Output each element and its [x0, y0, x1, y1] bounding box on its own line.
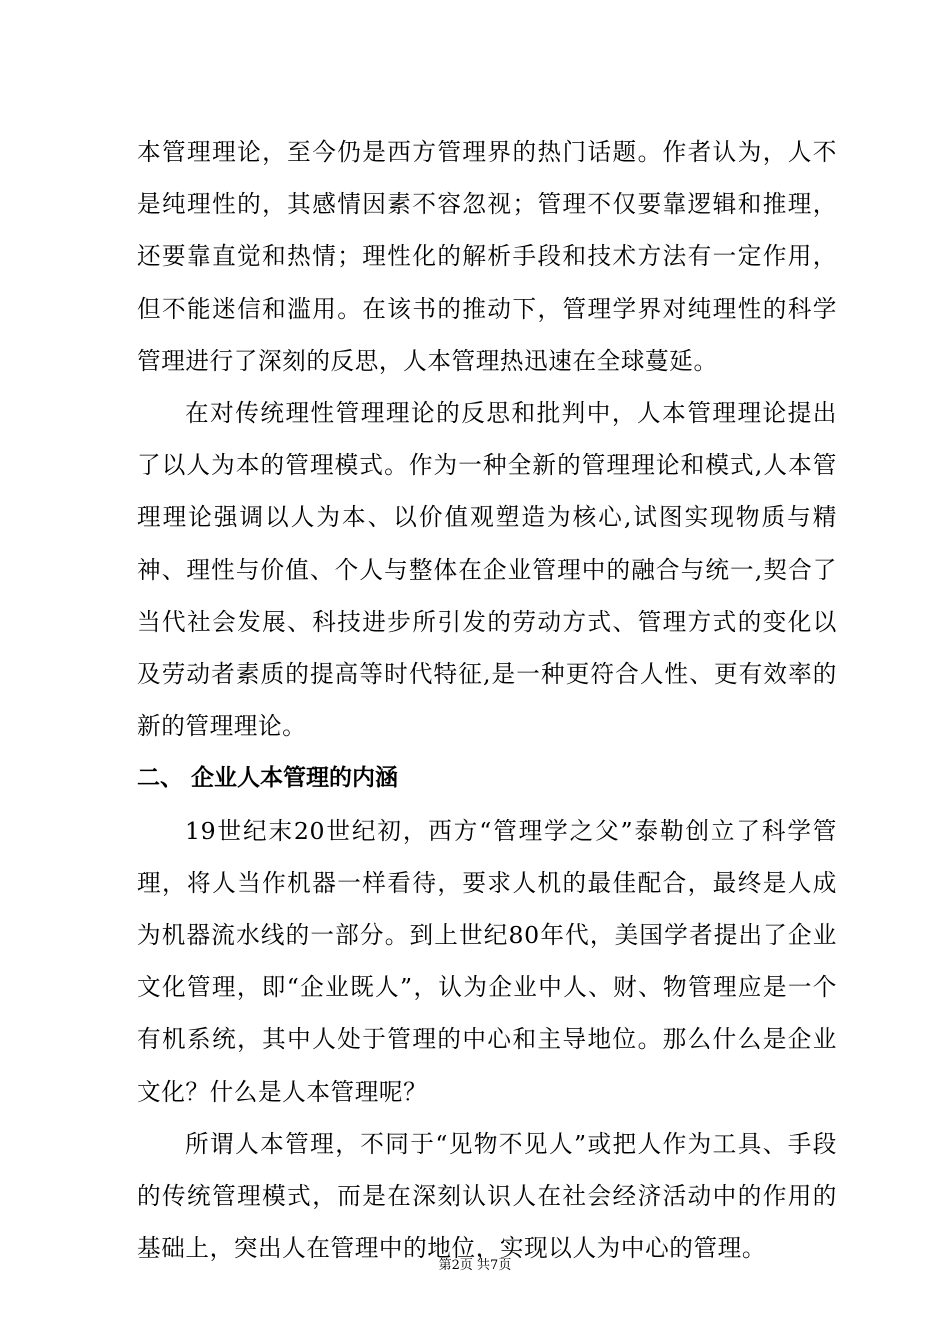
document-body — [137, 126, 837, 1274]
section-heading: 二、 企业人本管理的内涵 — [137, 765, 399, 792]
paragraph-3: 19世纪末20世纪初，西方“管理学之父”泰勒创立了科学管理，将人当作机器一样看待，要求人机的最佳配合，最终是人成为机器流水线的一部分。到上世纪80年代，美国学者提出了企业文化管理，即“企业既人”，认为企业中人、财、物管理应是一个有机系统，其中人处于管理的中心和主导地位。那么什么是企业文化？什么是人本管理呢？ — [137, 816, 837, 1106]
paragraph-4: 所谓人本管理，不同于“见物不见人”或把人作为工具、手段的传统管理模式，而是在深刻认识人在社会经济活动中的作用的基础上，突出人在管理中的地位，实现以人为中心的管理。 — [137, 1129, 837, 1263]
page-footer: 第2页 共7页 — [438, 1258, 512, 1273]
paragraph-1: 本管理理论，至今仍是西方管理界的热门话题。作者认为，人不是纯理性的，其感情因素不容忽视；管理不仅要靠逻辑和推理，还要靠直觉和热情；理性化的解析手段和技术方法有一定作用，但不能迷信和滥用。在该书的推动下，管理学界对纯理性的科学管理进行了深刻的反思，人本管理热迅速在全球蔓延。 — [137, 138, 837, 375]
paragraph-2: 在对传统理性管理理论的反思和批判中，人本管理理论提出了以人为本的管理模式。作为一种全新的管理理论和模式,人本管理理论强调以人为本、以价值观塑造为核心,试图实现物质与精神、理性与价值、个人与整体在企业管理中的融合与统一,契合了当代社会发展、科技进步所引发的劳动方式、管理方式的变化以及劳动者素质的提高等时代特征,是一种更符合人性、更有效率的新的管理理论。 — [137, 399, 837, 741]
